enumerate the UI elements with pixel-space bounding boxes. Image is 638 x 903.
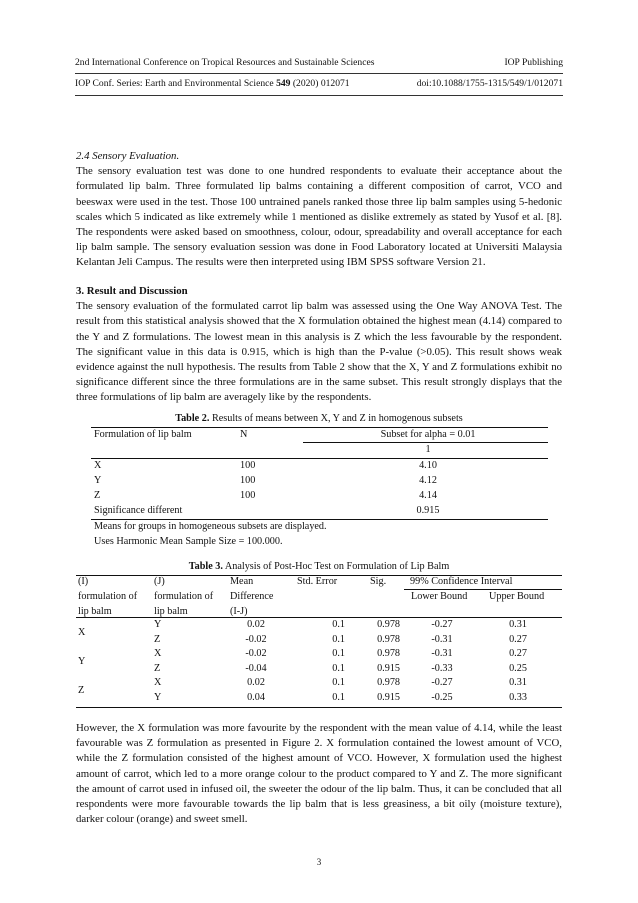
cell-sig: 0.915: [377, 692, 400, 703]
cell-j: Z: [154, 663, 161, 674]
closing-paragraph: However, the X formulation was more favourite by the respondent with the mean value of 4.14, while the least favourable was Z formulation as presented in Figure 2. X formulation contained the lowest amount of VCO, while the Z formulation consisted of the highest amount of VCO. However, X formulation used the highest amount of carrot, which led to a more orange colour to the product compared to Y and Z. The more significant the amount of carrot used in infused oil, the sweeter the odour of the lip balm. Thus, it can be concluded that all respondents were more favourable towards the lip balm that is less greasiness, a bit oily (moisture texture), darker colour (orange) and sweet smell.: [76, 722, 562, 826]
cell-upper: 0.33: [509, 692, 527, 703]
doi: doi:10.1088/1755-1315/549/1/012071: [416, 78, 563, 89]
cell-lower: -0.31: [431, 648, 453, 659]
running-header: [75, 57, 563, 68]
section-paragraph: The sensory evaluation of the formulated carrot lip balm was assessed using the One Way ANOVA Test. The result from this statistical analysis showed that the X formulation obtained the highest mean (4.14) compared to the Y and Z formulations. The lowest mean in this analysis is Z which the less favourable by the respondent. The significant value in this data is 0.915, which is high than the P-value (>0.05). This result shows weak evidence against the null hypothesis. The results from Table 2 show that the X, Y and Z formulations exhibit no significance different since the three formulations are in the same subset. This result strongly displays that the three formulations of lip balm are averagely like by the respondents.: [76, 300, 562, 404]
cell-lower: -0.27: [431, 619, 453, 630]
cell-sig: 0.978: [377, 619, 400, 630]
col-header-i: formulation of: [78, 591, 138, 602]
cell-se: 0.1: [332, 663, 345, 674]
cell-upper: 0.31: [509, 677, 527, 688]
cell-diff: 0.02: [247, 619, 265, 630]
cell-j: Z: [154, 634, 161, 645]
cell-upper: 0.25: [509, 663, 527, 674]
cell-se: 0.1: [332, 677, 345, 688]
col-header-i: lip balm: [78, 606, 112, 617]
page-number: 3: [316, 857, 322, 867]
section-heading: 2.4 Sensory Evaluation.: [76, 150, 180, 162]
col-header-n: N: [240, 429, 248, 440]
series-header: [75, 78, 563, 89]
section-2-4: [76, 149, 562, 271]
col-header-j: (J): [154, 576, 165, 587]
cell-j: Y: [154, 692, 162, 703]
cell-lower: -0.25: [431, 692, 453, 703]
col-header-subset-1: 1: [425, 444, 431, 455]
group-label-x: X: [78, 627, 86, 638]
cell-diff: -0.04: [245, 663, 267, 674]
cell-upper: 0.27: [509, 634, 527, 645]
cell-diff: 0.02: [247, 677, 265, 688]
col-header-i: (I): [78, 576, 89, 587]
cell-diff: 0.04: [247, 692, 265, 703]
table-2-caption: Table 2. Results of means between X, Y and Z in homogenous subsets: [175, 413, 463, 424]
col-header-j: formulation of: [154, 591, 214, 602]
header-rule-2: [75, 95, 563, 96]
cell-sig: 0.978: [377, 677, 400, 688]
cell-se: 0.1: [332, 619, 345, 630]
table-row-value: 4.14: [419, 490, 437, 501]
cell-j: Y: [154, 619, 162, 630]
table-row-value: 4.10: [419, 460, 437, 471]
col-header-mean: (I-J): [230, 606, 248, 617]
group-label-y: Y: [78, 656, 86, 667]
table-row-value: 4.12: [419, 475, 437, 486]
section-3: [76, 284, 562, 406]
table-row-name: X: [94, 460, 102, 471]
cell-upper: 0.31: [509, 619, 527, 630]
cell-lower: -0.33: [431, 663, 453, 674]
cell-lower: -0.31: [431, 634, 453, 645]
col-header-mean: Difference: [230, 591, 274, 602]
col-header-subset: Subset for alpha = 0.01: [380, 429, 476, 440]
table-row-n: 100: [240, 460, 256, 471]
table-row-n: 100: [240, 475, 256, 486]
section-heading: 3. Result and Discussion: [76, 285, 188, 297]
cell-diff: -0.02: [245, 648, 267, 659]
cell-se: 0.1: [332, 692, 345, 703]
section-paragraph: The sensory evaluation test was done to one hundred respondents to evaluate their acceptance about the formulated lip balm. Three formulated lip balms containing a different composition of carrot, VCO and beeswax were used in the test. Those 100 untrained panels ranked those three lip balm samples using 5-hedonic scales which 5 indicated as like extremely while 1 mentioned as dislike extremely as stated by Yusof et al. [8]. The respondents were asked based on smoothness, colour, odour, spreadability and overall acceptance for each lip balm sample. The sensory evaluation session was done in Food Laboratory located at Universiti Malaysia Kelantan Jeli Campus. The results were then interpreted using IBM SPSS software Version 21.: [76, 165, 562, 269]
cell-se: 0.1: [332, 634, 345, 645]
table-row-n: 100: [240, 490, 256, 501]
col-header-ci: 99% Confidence Interval: [410, 576, 513, 587]
group-label-z: Z: [78, 685, 85, 696]
cell-upper: 0.27: [509, 648, 527, 659]
conference-title: 2nd International Conference on Tropical Resources and Sustainable Sciences: [75, 57, 375, 68]
sig-label: Significance different: [94, 505, 183, 516]
cell-j: X: [154, 677, 162, 688]
publisher: IOP Publishing: [504, 57, 563, 68]
header-rule: [75, 73, 563, 74]
table-3-caption: Table 3. Analysis of Post-Hoc Test on Formulation of Lip Balm: [188, 561, 450, 572]
cell-diff: -0.02: [245, 634, 267, 645]
col-header-lower: Lower Bound: [411, 591, 468, 602]
col-header-j: lip balm: [154, 606, 188, 617]
table-row-name: Y: [94, 475, 102, 486]
table-note: Means for groups in homogeneous subsets are displayed.: [94, 521, 327, 532]
sig-value: 0.915: [416, 505, 440, 516]
cell-lower: -0.27: [431, 677, 453, 688]
col-header-mean: Mean: [230, 576, 254, 587]
col-header-std-error: Std. Error: [297, 576, 338, 587]
cell-se: 0.1: [332, 648, 345, 659]
cell-sig: 0.978: [377, 634, 400, 645]
col-header-sig: Sig.: [370, 576, 387, 587]
cell-sig: 0.978: [377, 648, 400, 659]
cell-sig: 0.915: [377, 663, 400, 674]
series-info: IOP Conf. Series: Earth and Environmental Science 549 (2020) 012071: [75, 78, 350, 89]
table-note: Uses Harmonic Mean Sample Size = 100.000.: [94, 536, 283, 547]
col-header-formulation: Formulation of lip balm: [94, 429, 192, 440]
cell-j: X: [154, 648, 162, 659]
col-header-upper: Upper Bound: [489, 591, 545, 602]
table-row-name: Z: [94, 490, 101, 501]
